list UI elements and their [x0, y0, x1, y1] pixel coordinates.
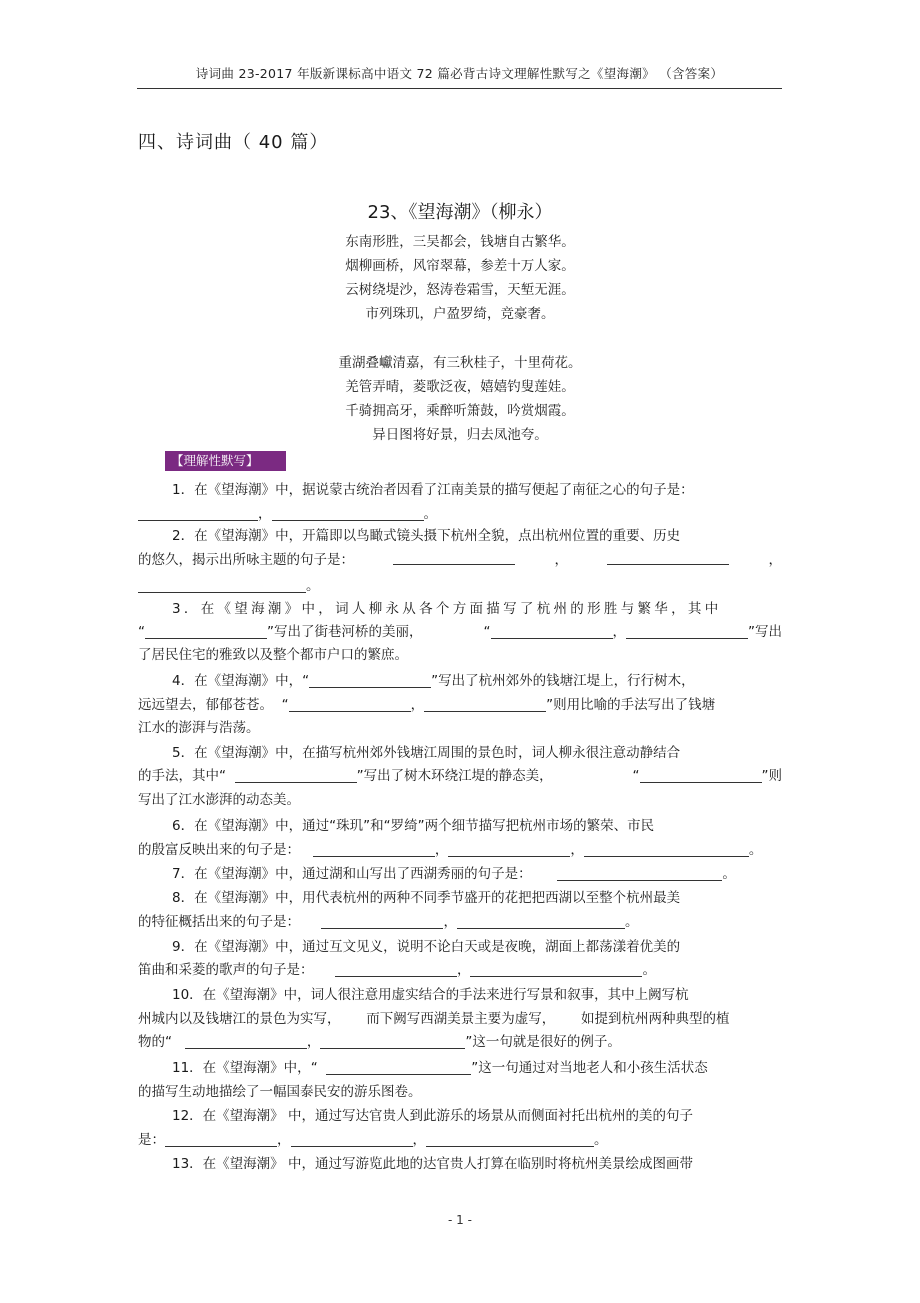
answer-blank[interactable]	[491, 622, 613, 639]
punct: “	[310, 1060, 318, 1076]
punct: ，	[306, 1034, 321, 1050]
poem-stanza-2	[160, 351, 760, 447]
answer-blank[interactable]	[309, 671, 431, 688]
punct: ，	[768, 552, 782, 568]
question-text: 而下阙写西湖美景主要为虚写，	[366, 1011, 556, 1027]
punct: “	[165, 1034, 172, 1050]
answer-blank[interactable]	[626, 622, 748, 639]
question-12-line-2	[138, 1128, 782, 1152]
punct: 。	[642, 962, 656, 978]
poem-line: 重湖叠巘清嘉，有三秋桂子，十里荷花。	[338, 355, 582, 371]
punct: ，	[410, 697, 425, 713]
answer-blank[interactable]	[448, 840, 570, 857]
question-3-line-3	[138, 643, 782, 667]
answer-blank[interactable]	[470, 960, 642, 977]
question-10-line-3	[138, 1030, 782, 1054]
question-text: 6．在《望海潮》中，通过“珠玑”和“罗绮”两个细节描写把杭州市场的繁荣、市民	[172, 818, 655, 834]
question-8-line-2	[138, 910, 782, 934]
answer-blank[interactable]	[291, 1130, 413, 1147]
punct: 。	[306, 578, 320, 594]
question-text: 4．在《望海潮》中，	[172, 673, 303, 689]
answer-blank[interactable]	[424, 695, 546, 712]
question-text: 2．在《望海潮》中，开篇即以鸟瞰式镜头摄下杭州全貌，点出杭州位置的重要、历史	[172, 528, 681, 544]
question-10-line-2	[138, 1007, 782, 1031]
poem-line: 羌管弄晴，菱歌泛夜，嬉嬉钓叟莲娃。	[345, 379, 575, 395]
question-text: 的殷富反映出来的句子是：	[138, 842, 300, 858]
question-6	[138, 814, 782, 838]
question-11	[138, 1056, 782, 1080]
question-2-line-3	[138, 574, 782, 598]
answer-blank[interactable]	[138, 504, 258, 521]
page-number: - 1 -	[448, 1213, 472, 1227]
question-8	[138, 886, 782, 910]
question-text: 写出了街巷河桥的美丽，	[274, 624, 423, 640]
question-4	[138, 669, 782, 693]
answer-blank[interactable]	[426, 1130, 594, 1147]
question-text: 的手法，其中	[138, 768, 219, 784]
question-text: 写出	[755, 624, 782, 640]
punct: ”	[431, 673, 439, 689]
question-text: 12．在《望海潮》 中，通过写达官贵人到此游乐的场景从而侧面衬托出杭州的美的句子	[172, 1108, 693, 1124]
question-text: 13．在《望海潮》 中，通过写游览此地的达官贵人打算在临别时将杭州美景绘成图画带	[172, 1156, 693, 1172]
question-text: 5．在《望海潮》中，在描写杭州郊外钱塘江周围的景色时，词人柳永很注意动静结合	[172, 745, 681, 761]
answer-blank[interactable]	[393, 548, 515, 565]
question-text: 州城内以及钱塘江的景色为实写，	[138, 1011, 341, 1027]
punct: ”	[267, 624, 274, 640]
question-text: 的描写生动地描绘了一幅国泰民安的游乐图卷。	[138, 1084, 422, 1100]
punct: “	[632, 768, 640, 784]
question-text: 的悠久，揭示出所咏主题的句子是：	[138, 552, 354, 568]
question-text: 11．在《望海潮》中，	[172, 1060, 311, 1076]
punct: ，	[456, 962, 471, 978]
punct: 。	[722, 866, 736, 882]
answer-blank[interactable]	[272, 504, 424, 521]
exercise-tag: 【理解性默写】	[165, 451, 286, 471]
punct: ”	[356, 768, 364, 784]
answer-blank[interactable]	[313, 840, 435, 857]
question-3-line-2	[138, 620, 782, 644]
poem-line: 千骑拥高牙，乘醉听箫鼓，吟赏烟霞。	[345, 403, 575, 419]
answer-blank[interactable]	[289, 695, 411, 712]
question-text: 3．在《望海潮》中，词人柳永从各个方面描写了杭州的形胜与繁华，其中	[172, 601, 722, 617]
question-1	[138, 478, 782, 502]
header-rule	[137, 88, 782, 89]
question-text: 远远望去，郁郁苍苍。	[138, 697, 273, 713]
question-1-answer-line	[138, 502, 782, 526]
answer-blank[interactable]	[557, 864, 722, 881]
question-text: 是：	[138, 1132, 165, 1148]
question-text: 1．在《望海潮》中，据说蒙古统治者因看了江南美景的描写便起了南征之心的句子是：	[172, 482, 694, 498]
punct: 。	[423, 506, 437, 522]
question-5-line-2	[138, 764, 782, 788]
question-11-line-2	[138, 1080, 782, 1104]
punct: “	[138, 624, 145, 640]
question-9	[138, 935, 782, 959]
punct: ”	[471, 1060, 479, 1076]
answer-blank[interactable]	[235, 766, 357, 783]
punct: ，	[277, 1132, 291, 1148]
question-text: 这一句通过对当地老人和小孩生活状态	[478, 1060, 708, 1076]
question-6-line-2	[138, 838, 782, 862]
answer-blank[interactable]	[326, 1058, 471, 1075]
question-5-line-3	[138, 788, 782, 812]
poem-title: 23、《望海潮》（柳永）	[367, 202, 553, 223]
question-text: 写出了杭州郊外的钱塘江堤上，行行树木，	[438, 673, 695, 689]
question-text: 写出了树木环绕江堤的静态美，	[363, 768, 553, 784]
question-2	[138, 524, 782, 548]
punct: ”	[546, 697, 554, 713]
punct: “	[281, 697, 289, 713]
poem-line: 异日图将好景，归去凤池夸。	[372, 427, 548, 443]
question-text: 写出了江水澎湃的动态美。	[138, 792, 300, 808]
answer-blank[interactable]	[145, 622, 267, 639]
answer-blank[interactable]	[185, 1032, 307, 1049]
question-text: 9．在《望海潮》中，通过互文见义，说明不论白天或是夜晚，湖面上都荡漾着优美的	[172, 939, 681, 955]
answer-blank[interactable]	[321, 912, 443, 929]
punct: ，	[412, 1132, 426, 1148]
question-text: 物的	[138, 1034, 165, 1050]
running-header: 诗词曲 23-2017 年版新课标高中语文 72 篇必背古诗文理解性默写之《望海潮》 （含答案）	[195, 66, 724, 81]
punct: ”	[761, 768, 769, 784]
punct: ，	[258, 506, 272, 522]
punct: 。	[594, 1132, 608, 1148]
poem-stanza-1	[160, 230, 760, 326]
question-5	[138, 741, 782, 765]
punct: “	[219, 768, 226, 784]
answer-blank[interactable]	[165, 1130, 277, 1147]
punct: ，	[443, 914, 457, 930]
question-4-line-3	[138, 716, 782, 740]
answer-blank[interactable]	[607, 548, 729, 565]
punct: ，	[570, 842, 584, 858]
poem-line: 云树绕堤沙，怒涛卷霜雪，天堑无涯。	[345, 282, 575, 298]
question-9-line-2	[138, 958, 782, 982]
question-text: 了居民住宅的雅致以及整个都市户口的繁庶。	[138, 647, 408, 663]
question-text: 则	[768, 768, 782, 784]
answer-blank[interactable]	[640, 766, 762, 783]
question-text: 笛曲和采菱的歌声的句子是：	[138, 962, 314, 978]
punct: ，	[612, 624, 626, 640]
question-text: 8．在《望海潮》中，用代表杭州的两种不同季节盛开的花把把西湖以至整个杭州最美	[172, 890, 681, 906]
question-3	[138, 597, 782, 621]
poem-line: 烟柳画桥，风帘翠幕，参差十万人家。	[345, 258, 575, 274]
question-text: 江水的澎湃与浩荡。	[138, 720, 260, 736]
question-text: 这一句就是很好的例子。	[472, 1034, 621, 1050]
punct: 。	[748, 842, 763, 858]
punct: 。	[624, 914, 639, 930]
section-title: 四、诗词曲（ 40 篇）	[138, 132, 329, 153]
question-4-line-2	[138, 693, 782, 717]
punct: ，	[554, 552, 568, 568]
punct: “	[302, 673, 310, 689]
punct: “	[483, 624, 491, 640]
question-text: 的特征概括出来的句子是：	[138, 914, 300, 930]
poem-line: 市列珠玑，户盈罗绮，竞豪奢。	[365, 306, 555, 322]
punct: ”	[465, 1034, 473, 1050]
question-7	[138, 862, 782, 886]
question-text: 如提到杭州两种典型的植	[581, 1011, 730, 1027]
punct: ”	[748, 624, 755, 640]
punct: ，	[434, 842, 449, 858]
question-10	[138, 983, 782, 1007]
question-13	[138, 1152, 782, 1176]
poem-line: 东南形胜，三吴都会，钱塘自古繁华。	[345, 234, 575, 250]
question-text: 7．在《望海潮》中，通过湖和山写出了西湖秀丽的句子是：	[172, 866, 532, 882]
answer-blank[interactable]	[320, 1032, 465, 1049]
answer-blank[interactable]	[457, 912, 625, 929]
question-12	[138, 1104, 782, 1128]
answer-blank[interactable]	[584, 840, 749, 857]
answer-blank[interactable]	[335, 960, 457, 977]
question-text: 则用比喻的手法写出了钱塘	[553, 697, 716, 713]
question-2-line-2	[138, 548, 782, 572]
answer-blank[interactable]	[138, 576, 306, 593]
question-text: 10．在《望海潮》中，词人很注意用虚实结合的手法来进行写景和叙事，其中上阙写杭	[172, 987, 689, 1003]
